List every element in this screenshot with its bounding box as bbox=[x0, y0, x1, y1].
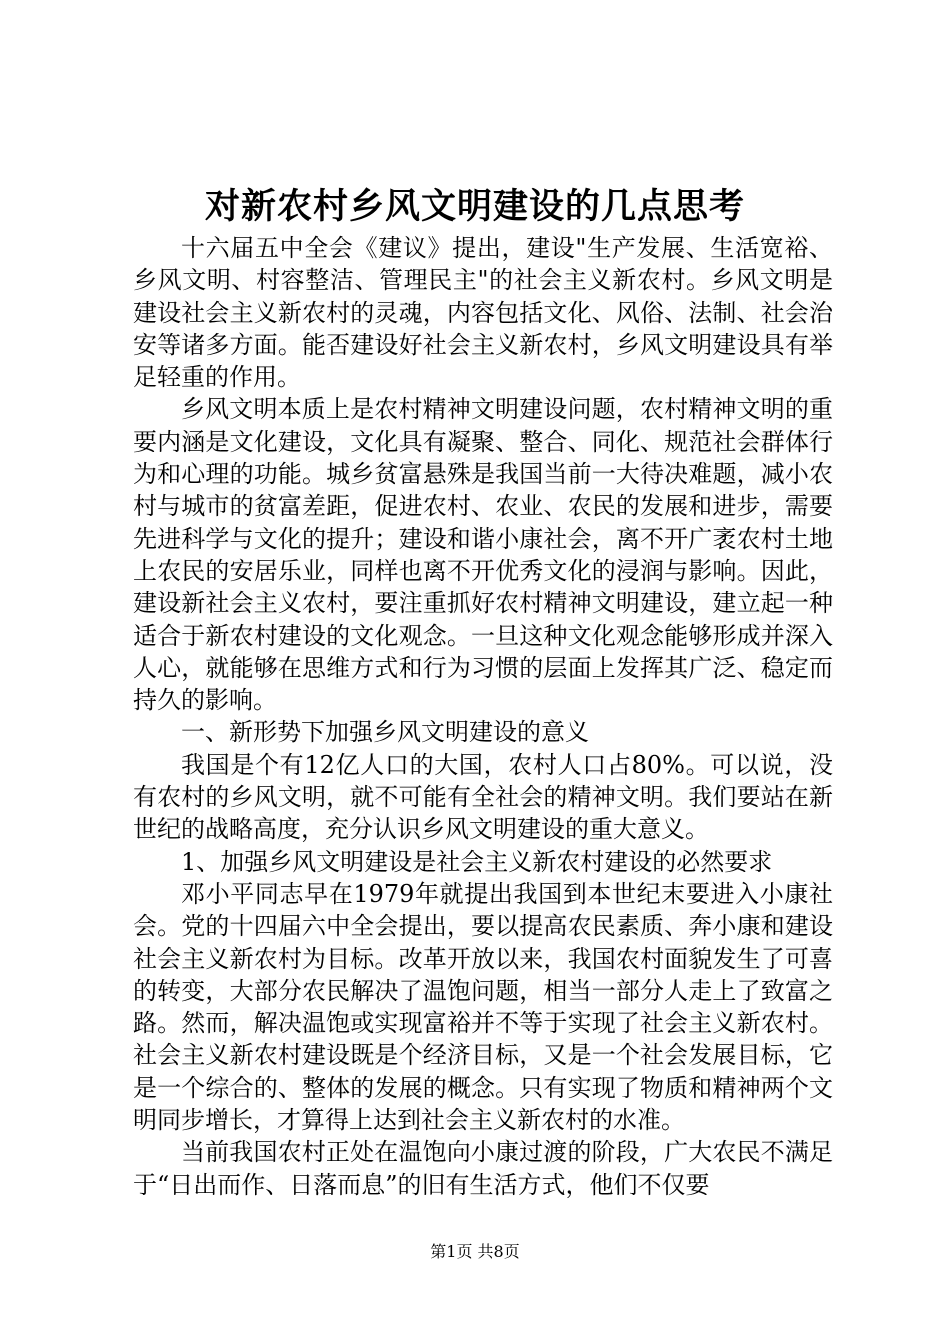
paragraph-intro: 十六届五中全会《建议》提出，建设"生产发展、生活宽裕、乡风文明、村容整洁、管理民主"的社会主义新农村。乡风文明是建设社会主义新农村的灵魂，内容包括文化、风俗、法制、社会治安等诸多方面。能否建设好社会主义新农村，乡风文明建设具有举足轻重的作用。 bbox=[133, 234, 833, 392]
document-body bbox=[133, 232, 833, 1201]
subsection-heading-requirement: 1、加强乡风文明建设是社会主义新农村建设的必然要求 bbox=[181, 847, 773, 876]
paragraph-population: 我国是个有12亿人口的大国，农村人口占80%。可以说，没有农村的乡风文明，就不可能有全社会的精神文明。我们要站在新世纪的战略高度，充分认识乡风文明建设的重大意义。 bbox=[133, 750, 833, 844]
document-title: 对新农村乡风文明建设的几点思考 bbox=[204, 186, 745, 227]
page-footer: 第1页 共8页 bbox=[430, 1242, 520, 1261]
paragraph-deng-xiaoping: 邓小平同志早在1979年就提出我国到本世纪末要进入小康社会。党的十四届六中全会提出，要以提高农民素质、奔小康和建设社会主义新农村为目标。改革开放以来，我国农村面貌发生了可喜的转变，大部分农民解决了温饱问题，相当一部分人走上了致富之路。然而，解决温饱或实现富裕并不等于实现了社会主义新农村。社会主义新农村建设既是个经济目标，又是一个社会发展目标，它是一个综合的、整体的发展的概念。只有实现了物质和精神两个文明同步增长，才算得上达到社会主义新农村的水准。 bbox=[133, 879, 833, 1135]
paragraph-current-stage: 当前我国农村正处在温饱向小康过渡的阶段，广大农民不满足于“日出而作、日落而息”的旧有生活方式，他们不仅要 bbox=[133, 1138, 833, 1199]
section-heading-significance: 一、新形势下加强乡风文明建设的意义 bbox=[181, 718, 589, 747]
paragraph-essence: 乡风文明本质上是农村精神文明建设问题，农村精神文明的重要内涵是文化建设，文化具有凝聚、整合、同化、规范社会群体行为和心理的功能。城乡贫富悬殊是我国当前一大待决难题，减小农村与城市的贫富差距，促进农村、农业、农民的发展和进步，需要先进科学与文化的提升；建设和谐小康社会，离不开广袤农村土地上农民的安居乐业，同样也离不开优秀文化的浸润与影响。因此，建设新社会主义农村，要注重抓好农村精神文明建设，建立起一种适合于新农村建设的文化观念。一旦这种文化观念能够形成并深入人心，就能够在思维方式和行为习惯的层面上发挥其广泛、稳定而持久的影响。 bbox=[133, 395, 833, 715]
